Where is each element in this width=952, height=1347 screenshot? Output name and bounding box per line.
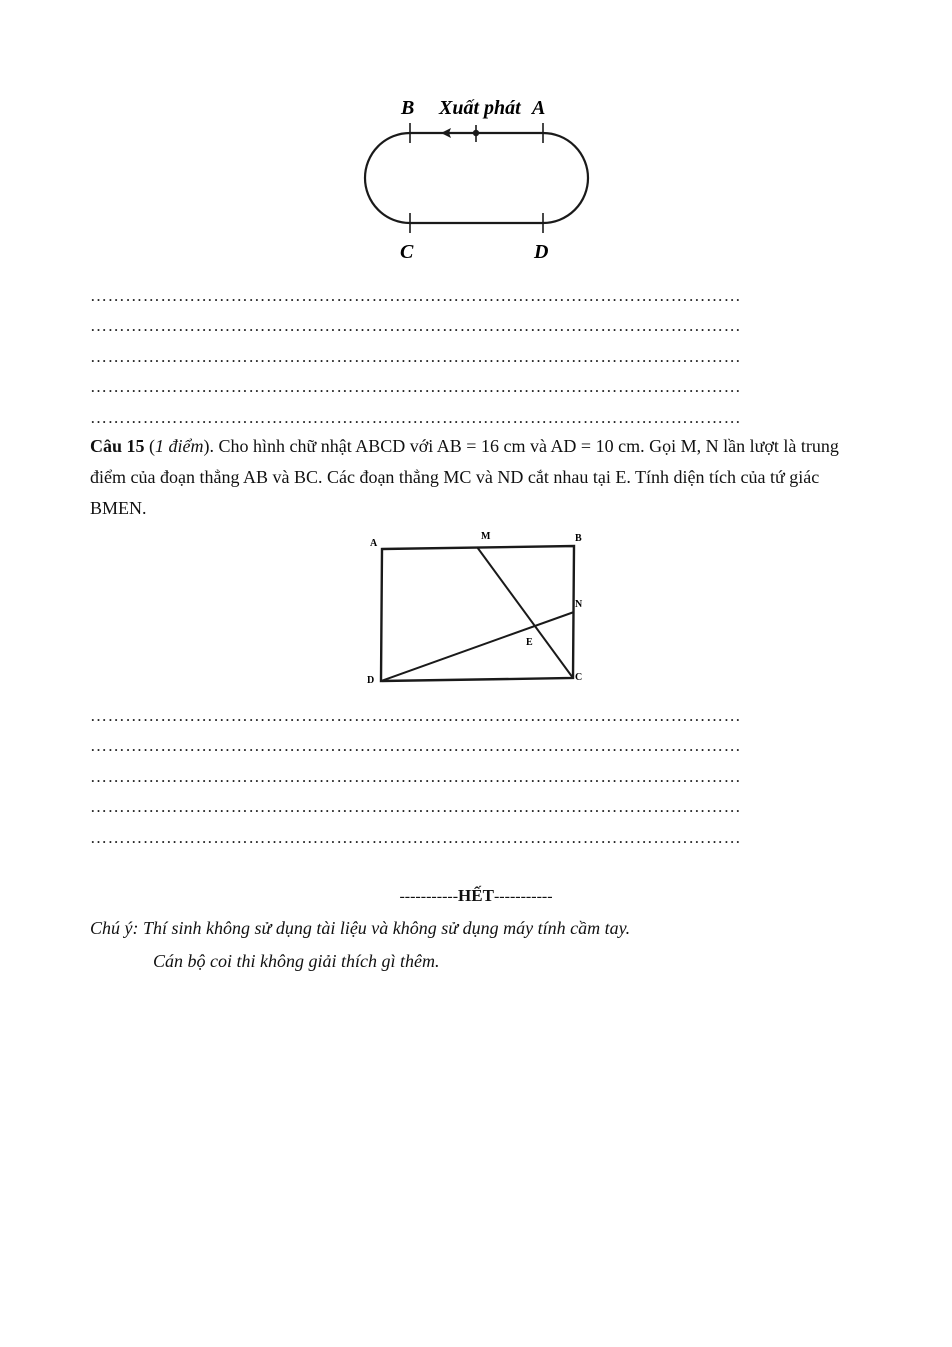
track-label-start: Xuất phát	[439, 97, 521, 119]
track-label-A: A	[532, 97, 546, 119]
rectangle-figure	[360, 525, 600, 695]
question-number: Câu 15	[90, 436, 145, 456]
start-point	[473, 130, 479, 136]
answer-line: …………………………………………………………………………………………………	[90, 706, 742, 725]
note-line-1: Chú ý: Thí sinh không sử dụng tài liệu và không sử dụng máy tính cầm tay.	[90, 918, 631, 938]
end-dashes-left: -----------	[399, 888, 459, 905]
answer-line: …………………………………………………………………………………………………	[90, 347, 742, 366]
track-label-B: B	[401, 97, 415, 119]
note-line-2: Cán bộ coi thi không giải thích gì thêm.	[153, 951, 440, 971]
answer-line: …………………………………………………………………………………………………	[90, 736, 742, 755]
end-word: HẾT	[458, 886, 494, 905]
question-open-paren: (	[144, 436, 156, 456]
rect-label-E: E	[526, 637, 533, 648]
rect-label-C: C	[575, 672, 583, 683]
rect-label-M: M	[481, 531, 491, 542]
track-label-D: D	[534, 241, 549, 263]
answer-line: …………………………………………………………………………………………………	[90, 286, 742, 305]
rect-label-N: N	[575, 599, 583, 610]
answer-line: …………………………………………………………………………………………………	[90, 316, 742, 335]
track-figure	[350, 90, 600, 270]
end-marker	[0, 886, 952, 906]
answer-line: …………………………………………………………………………………………………	[90, 828, 742, 847]
answer-line: …………………………………………………………………………………………………	[90, 377, 742, 396]
segment-ND	[381, 612, 574, 681]
answer-line: …………………………………………………………………………………………………	[90, 767, 742, 786]
question-text: ). Cho hình chữ nhật ABCD với AB = 16 cm và AD = 10 cm. Gọi M, N lần lượt là trung điểm của đoạn thẳng AB và BC. Các đoạn thẳng MC và ND cắt nhau tại E. Tính diện tích của tứ giác BMEN.	[90, 436, 839, 518]
rectangle-ABCD	[381, 546, 574, 681]
track-outline	[365, 133, 588, 223]
track-label-C: C	[400, 241, 414, 263]
question-15	[90, 431, 865, 524]
rect-label-D: D	[367, 675, 375, 686]
answer-line: …………………………………………………………………………………………………	[90, 408, 742, 427]
rect-label-B: B	[575, 533, 582, 544]
rect-label-A: A	[370, 538, 378, 549]
segment-MC	[477, 547, 573, 678]
end-dashes-right: -----------	[493, 888, 553, 905]
question-points: 1 điểm	[155, 436, 204, 456]
answer-line: …………………………………………………………………………………………………	[90, 797, 742, 816]
